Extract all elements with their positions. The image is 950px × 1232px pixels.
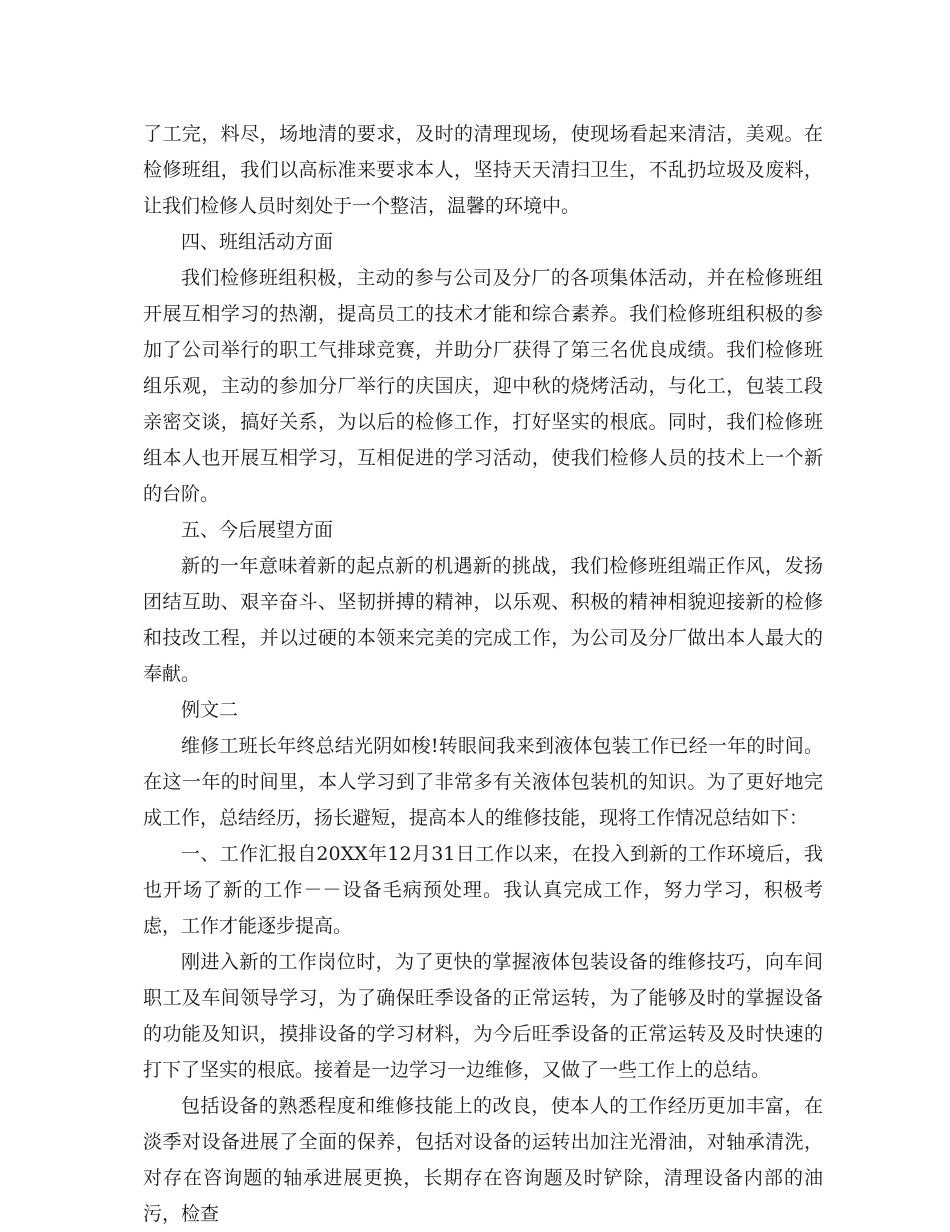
section-heading-outlook: 五、今后展望方面 [181,519,334,541]
section-heading-team-activities: 四、班组活动方面 [181,231,334,253]
paragraph-intro: 维修工班长年终总结光阴如梭!转眼间我来到液体包装工作已经一年的时间。在这一年的时间里，本人学习到了非常多有关液体包装机的知识。为了更好地完成工作，总结经历，扬长避短，提高本人的维修技能，现将工作情况总结如下： [143,735,823,829]
paragraph-maintenance: 包括设备的熟悉程度和维修技能上的改良，使本人的工作经历更加丰富，在淡季对设备进展了全面的保养，包括对设备的运转出加注光滑油，对轴承清洗，对存在咨询题的轴承进展更换，长期存在咨询题及时铲除，清理设备内部的油污，检查 [143,1095,823,1225]
paragraph-new-position: 刚进入新的工作岗位时，为了更快的掌握液体包装设备的维修技巧，向车间职工及车间领导学习，为了确保旺季设备的正常运转，为了能够及时的掌握设备的功能及知识，摸排设备的学习材料，为今后旺季设备的正常运转及及时快速的打下了坚实的根底。接着是一边学习一边维修，又做了一些工作上的总结。 [143,951,823,1081]
example-two-heading: 例文二 [181,699,239,721]
document-body [143,116,823,1232]
paragraph-outlook: 新的一年意味着新的起点新的机遇新的挑战，我们检修班组端正作风，发扬团结互助、艰辛奋斗、坚韧拼搏的精神，以乐观、积极的精神相貌迎接新的检修和技改工程，并以过硬的本领来完美的完成工作，为公司及分厂做出本人最大的奉献。 [143,555,823,685]
paragraph-work-report: 一、工作汇报自20XX年12月31日工作以来，在投入到新的工作环境后，我也开场了新的工作－－设备毛病预处理。我认真完成工作，努力学习，积极考虑，工作才能逐步提高。 [143,843,823,937]
paragraph-continuation: 了工完，料尽，场地清的要求，及时的清理现场，使现场看起来清洁，美观。在检修班组，我们以高标准来要求本人，坚持天天清扫卫生，不乱扔垃圾及废料，让我们检修人员时刻处于一个整洁，温馨的环境中。 [143,123,823,217]
paragraph-team-activities: 我们检修班组积极，主动的参与公司及分厂的各项集体活动，并在检修班组开展互相学习的热潮，提高员工的技术才能和综合素养。我们检修班组积极的参加了公司举行的职工气排球竞赛，并助分厂获得了第三名优良成绩。我们检修班组乐观，主动的参加分厂举行的庆国庆，迎中秋的烧烤活动，与化工，包装工段亲密交谈，搞好关系，为以后的检修工作，打好坚实的根底。同时，我们检修班组本人也开展互相学习，互相促进的学习活动，使我们检修人员的技术上一个新的台阶。 [143,267,823,505]
